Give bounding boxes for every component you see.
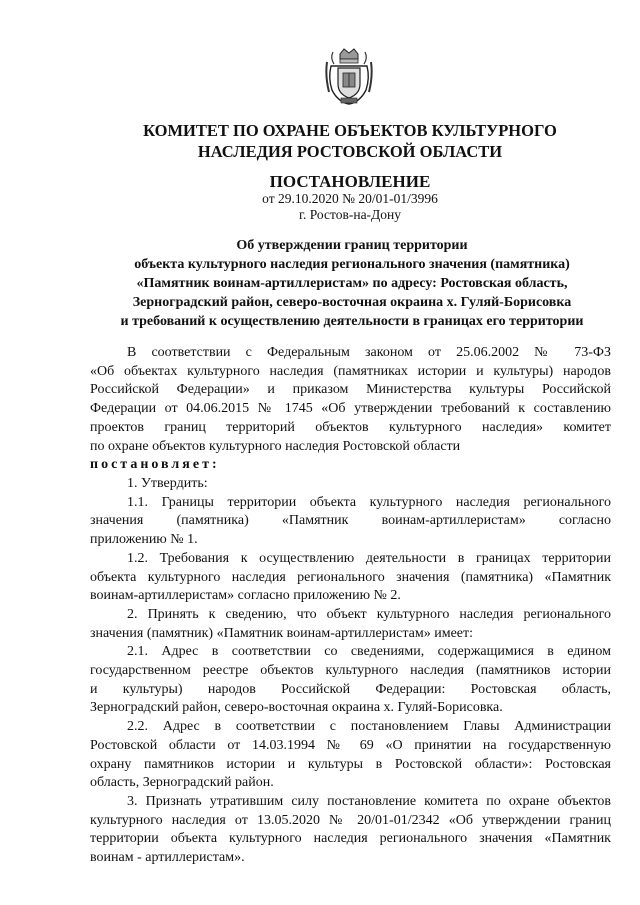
text-line: Ростовской области от 14.03.1994 № 69 «О принятии на государственную <box>90 737 611 753</box>
text-line: территории объекта культурного наследия регионального значения «Памятник <box>90 831 611 847</box>
decree-body <box>90 475 611 868</box>
text-line: 1.1. Границы территории объекта культурного наследия регионального <box>127 494 611 510</box>
text-line: по охране объектов культурного наследия Ростовской области <box>90 438 461 454</box>
preamble-paragraph <box>90 344 611 475</box>
text-line: 2.1. Адрес в соответствии со сведениями, содержащимися в едином <box>127 644 611 660</box>
decree-word: постановляет: <box>90 457 220 473</box>
text-line: воинам-артиллеристам» согласно приложению № 2. <box>90 588 401 604</box>
subject-line: Зерноградский район, северо-восточная окраина х. Гуляй-Борисовка <box>132 295 572 310</box>
text-line: Российской Федерации» и приказом Министерства культуры Российской <box>90 382 611 398</box>
text-line: 2. Принять к сведению, что объект культурного наследия регионального <box>127 606 611 622</box>
subject-line: «Памятник воинам-артиллеристам» по адресу: Ростовская область, <box>136 276 568 291</box>
org-name-line-1: КОМИТЕТ ПО ОХРАНЕ ОБЪЕКТОВ КУЛЬТУРНОГО <box>143 121 557 140</box>
text-line: область, Зерноградский район. <box>90 775 274 791</box>
document-date-number: от 29.10.2020 № 20/01-01/3996 <box>262 191 438 206</box>
text-line: значения (памятника) «Памятник воинам-артиллеристам» согласно <box>90 513 611 529</box>
text-line: 1. Утвердить: <box>127 476 208 491</box>
document-city: г. Ростов-на-Дону <box>298 207 401 222</box>
document-type: ПОСТАНОВЛЕНИЕ <box>269 172 431 191</box>
subject-line: объекта культурного наследия регионального значения (памятника) <box>134 257 570 272</box>
text-line: и культуры) народов Российской Федерации: Ростовская область, <box>90 681 611 697</box>
text-line: объекта культурного наследия регионального значения (памятника) «Памятник <box>90 569 611 585</box>
coat-of-arms-icon <box>324 46 374 106</box>
subject-line: и требований к осуществлению деятельности в границах его территории <box>120 314 584 329</box>
text-line: охрану памятников истории и культуры в Ростовской области»: Ростовская <box>90 756 611 772</box>
text-line: Зерноградский район, северо-восточная окраина х. Гуляй-Борисовка. <box>90 700 503 716</box>
text-line: проектов границ территорий объектов культурного наследия» комитет <box>90 419 611 435</box>
text-line: Федерации от 04.06.2015 № 1745 «Об утверждении требований к составлению <box>90 401 611 417</box>
text-line: значения (памятник) «Памятник воинам-артиллеристам» имеет: <box>90 625 474 641</box>
text-line: «Об объектах культурного наследия (памятниках истории и культуры) народов <box>90 363 611 379</box>
org-name-line-2: НАСЛЕДИЯ РОСТОВСКОЙ ОБЛАСТИ <box>197 142 503 161</box>
text-line: 1.2. Требования к осуществлению деятельности в границах территории <box>127 550 611 566</box>
text-line: воинам - артиллеристам». <box>90 850 245 866</box>
text-line: В соответствии с Федеральным законом от 25.06.2002 № 73-ФЗ <box>127 345 611 360</box>
text-line: 3. Признать утратившим силу постановление комитета по охране объектов <box>127 793 611 809</box>
subject-line: Об утверждении границ территории <box>236 238 468 253</box>
text-line: приложению № 1. <box>90 532 198 548</box>
text-line: 2.2. Адрес в соответствии с постановлением Главы Администрации <box>127 719 611 735</box>
text-line: государственном реестре объектов культурного наследия (памятников истории <box>90 663 611 679</box>
text-line: культурного наследия от 13.05.2020 № 20/01-01/2342 «Об утверждении границ <box>90 812 611 828</box>
